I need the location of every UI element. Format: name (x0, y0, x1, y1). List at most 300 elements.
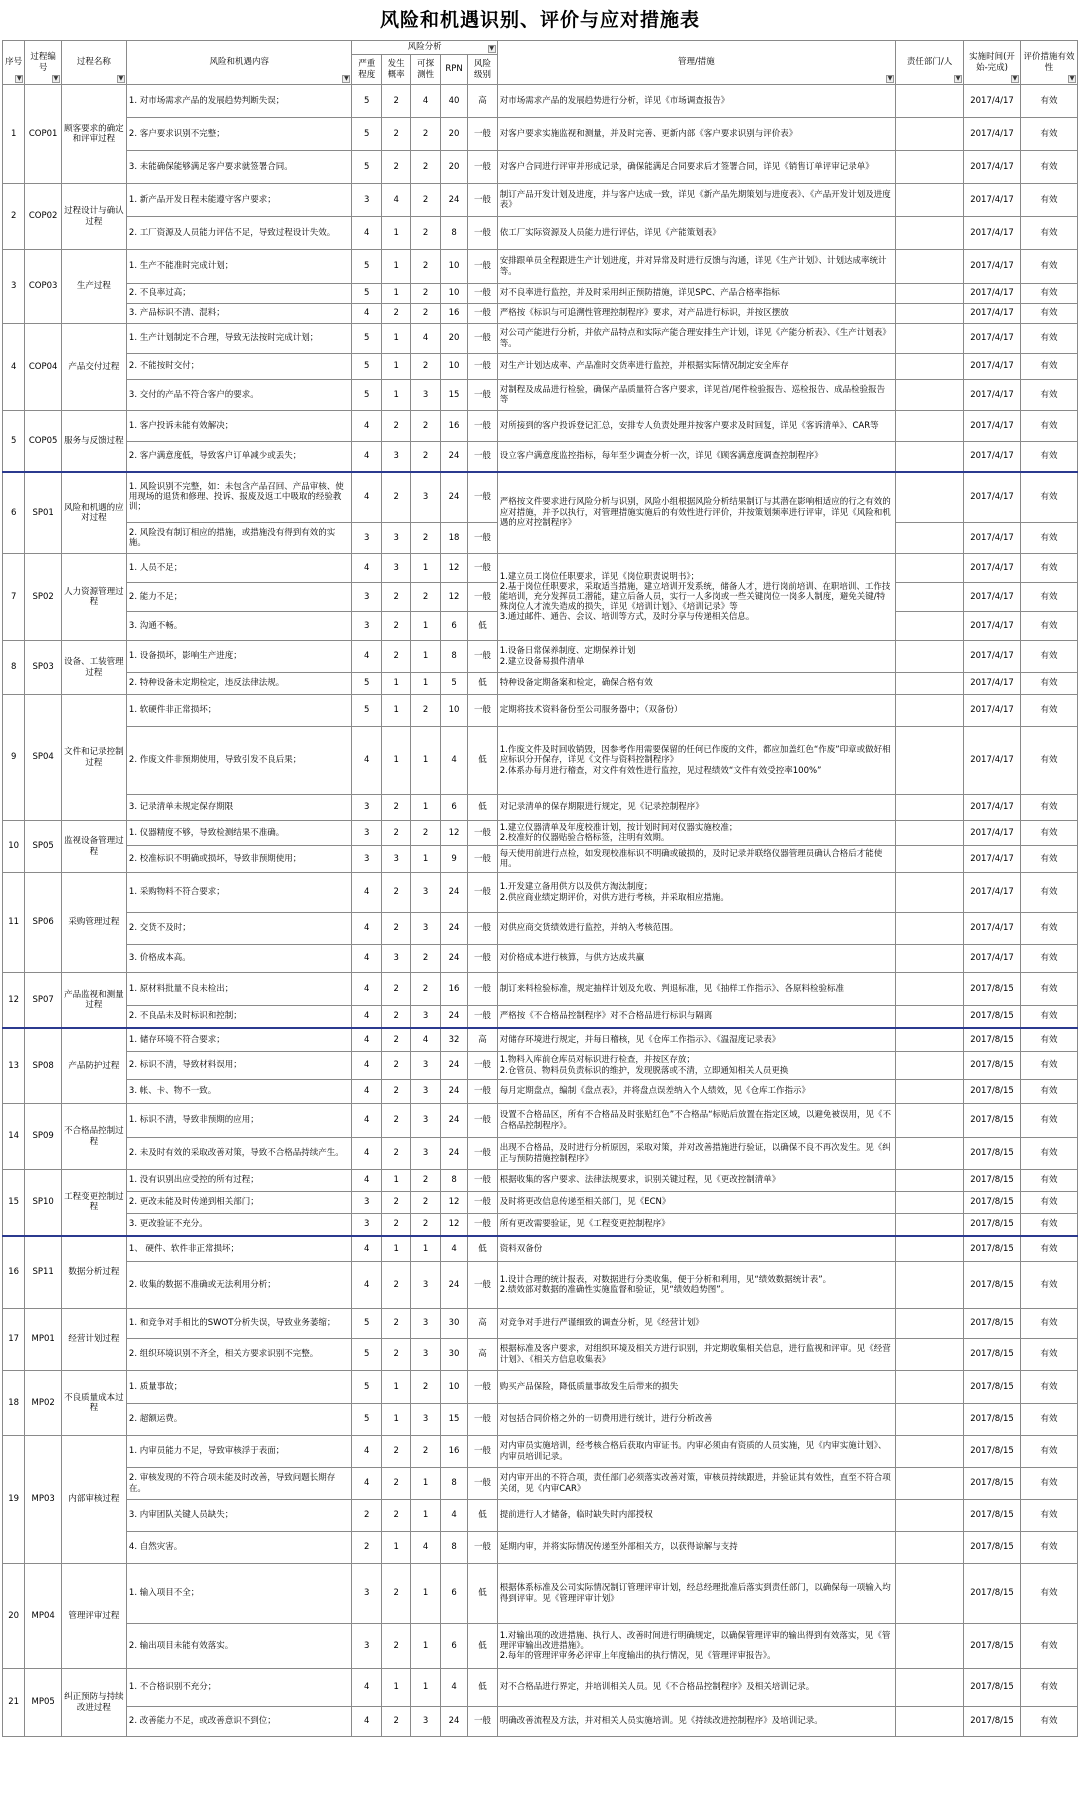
date-cell[interactable]: 2017/8/15 (964, 1052, 1021, 1080)
measure-cell[interactable]: 设立客户满意度监控指标，每年至少调查分析一次，详见《顾客满意度调查控制程序》 (497, 442, 895, 472)
measure-cell[interactable]: 对记录清单的保存期限进行规定，见《记录控制程序》 (497, 795, 895, 821)
effectiveness-cell[interactable]: 有效 (1020, 1080, 1077, 1104)
process-name-cell[interactable]: 设备、工装管理过程 (61, 641, 126, 695)
detection-cell[interactable]: 2 (411, 151, 440, 184)
level-cell[interactable]: 一般 (468, 641, 497, 673)
risk-cell[interactable]: 1. 原材料批量不良未检出； (126, 973, 352, 1006)
occurrence-cell[interactable]: 2 (381, 795, 410, 821)
occurrence-cell[interactable]: 1 (381, 380, 410, 411)
level-cell[interactable]: 一般 (468, 442, 497, 472)
measure-cell[interactable]: 对制程及成品进行检验，确保产品质量符合客户要求，详见首/尾件检验报告、巡检报告、成品检验报告等 (497, 380, 895, 411)
detection-cell[interactable]: 1 (411, 1468, 440, 1500)
level-cell[interactable]: 一般 (468, 118, 497, 151)
measure-cell[interactable]: 严格按文件要求进行风险分析与识别，风险小组根据风险分析结果制订与其潜在影响相适应的行之有效的应对措施，并予以执行，对管理措施实施后的有效性进行评价，并按策划频率进行评审，详见《风险和机遇的应对控制程序》 (497, 472, 895, 554)
occurrence-cell[interactable]: 3 (381, 442, 410, 472)
severity-cell[interactable]: 3 (352, 523, 381, 554)
rpn-cell[interactable]: 6 (440, 795, 467, 821)
measure-cell[interactable]: 安排跟单员全程跟进生产计划进度，并对异常及时进行反馈与沟通，详见《生产计划》、计划达成率统计等。 (497, 250, 895, 284)
risk-cell[interactable]: 3. 产品标识不清、混料； (126, 304, 352, 324)
date-cell[interactable]: 2017/4/17 (964, 641, 1021, 673)
occurrence-cell[interactable]: 1 (381, 695, 410, 727)
detection-cell[interactable]: 3 (411, 1006, 440, 1028)
date-cell[interactable]: 2017/4/17 (964, 354, 1021, 380)
header-seq[interactable]: 序号 ▼ (3, 41, 25, 85)
detection-cell[interactable]: 2 (411, 1214, 440, 1236)
measure-cell[interactable]: 1.物料入库前仓库员对标识进行检查，并按区存放； 2.仓管员、物料员负责标识的维护，发现脱落或不清，立即通知相关人员更换 (497, 1052, 895, 1080)
occurrence-cell[interactable]: 3 (381, 846, 410, 873)
level-cell[interactable]: 高 (468, 85, 497, 118)
dept-cell[interactable] (896, 695, 964, 727)
detection-cell[interactable]: 3 (411, 380, 440, 411)
occurrence-cell[interactable]: 2 (381, 1028, 410, 1052)
effectiveness-cell[interactable]: 有效 (1020, 1339, 1077, 1371)
detection-cell[interactable]: 3 (411, 873, 440, 913)
risk-cell[interactable]: 2. 工厂资源及人员能力评估不足，导致过程设计失效。 (126, 217, 352, 250)
process-name-cell[interactable]: 经营计划过程 (61, 1309, 126, 1371)
date-cell[interactable]: 2017/4/17 (964, 250, 1021, 284)
seq-cell[interactable]: 18 (3, 1371, 25, 1436)
dept-cell[interactable] (896, 945, 964, 973)
occurrence-cell[interactable]: 1 (381, 1170, 410, 1192)
occurrence-cell[interactable]: 2 (381, 1500, 410, 1532)
measure-cell[interactable]: 对储存环境进行规定，并每日稽核，见《仓库工作指示》、《温湿度记录表》 (497, 1028, 895, 1052)
header-code[interactable]: 过程编号 ▼ (25, 41, 62, 85)
level-cell[interactable]: 一般 (468, 1532, 497, 1564)
risk-cell[interactable]: 2. 特种设备未定期检定，违反法律法规。 (126, 673, 352, 695)
effectiveness-cell[interactable]: 有效 (1020, 284, 1077, 304)
effectiveness-cell[interactable]: 有效 (1020, 118, 1077, 151)
rpn-cell[interactable]: 10 (440, 354, 467, 380)
seq-cell[interactable]: 12 (3, 973, 25, 1028)
level-cell[interactable]: 低 (468, 612, 497, 641)
severity-cell[interactable]: 4 (352, 1262, 381, 1309)
seq-cell[interactable]: 15 (3, 1170, 25, 1236)
severity-cell[interactable]: 2 (352, 1532, 381, 1564)
measure-cell[interactable]: 制订产品开发计划及进度，并与客户达成一致，详见《新产品先期策划与进度表》、《产品开发计划及进度表》 (497, 184, 895, 217)
measure-cell[interactable]: 根据体系标准及公司实际情况制订管理评审计划，经总经理批准后落实到责任部门，以确保每一项输入均得到评审。见《管理评审计划》 (497, 1564, 895, 1624)
risk-cell[interactable]: 3. 更改验证不充分。 (126, 1214, 352, 1236)
rpn-cell[interactable]: 24 (440, 873, 467, 913)
process-code-cell[interactable]: COP04 (25, 324, 62, 411)
rpn-cell[interactable]: 8 (440, 641, 467, 673)
measure-cell[interactable]: 对生产计划达成率、产品准时交货率进行监控，并根据实际情况制定安全库存 (497, 354, 895, 380)
date-cell[interactable]: 2017/8/15 (964, 1371, 1021, 1404)
dept-cell[interactable] (896, 1624, 964, 1669)
level-cell[interactable]: 一般 (468, 583, 497, 612)
date-cell[interactable]: 2017/8/15 (964, 973, 1021, 1006)
occurrence-cell[interactable]: 1 (381, 1404, 410, 1436)
level-cell[interactable]: 一般 (468, 411, 497, 442)
level-cell[interactable]: 一般 (468, 1052, 497, 1080)
level-cell[interactable]: 高 (468, 1028, 497, 1052)
dept-cell[interactable] (896, 354, 964, 380)
date-cell[interactable]: 2017/8/15 (964, 1707, 1021, 1737)
level-cell[interactable]: 低 (468, 1236, 497, 1262)
level-cell[interactable]: 低 (468, 1564, 497, 1624)
level-cell[interactable]: 低 (468, 1669, 497, 1707)
severity-cell[interactable]: 4 (352, 1707, 381, 1737)
dept-cell[interactable] (896, 250, 964, 284)
detection-cell[interactable]: 4 (411, 324, 440, 354)
severity-cell[interactable]: 4 (352, 217, 381, 250)
measure-cell[interactable]: 严格按《不合格品控制程序》对不合格品进行标识与隔离 (497, 1006, 895, 1028)
seq-cell[interactable]: 1 (3, 85, 25, 184)
date-cell[interactable]: 2017/8/15 (964, 1104, 1021, 1138)
filter-dropdown-icon[interactable] (117, 75, 125, 83)
severity-cell[interactable]: 5 (352, 380, 381, 411)
risk-cell[interactable]: 1. 客户投诉未能有效解决； (126, 411, 352, 442)
detection-cell[interactable]: 1 (411, 1500, 440, 1532)
rpn-cell[interactable]: 10 (440, 695, 467, 727)
dept-cell[interactable] (896, 1669, 964, 1707)
dept-cell[interactable] (896, 1236, 964, 1262)
seq-cell[interactable]: 13 (3, 1028, 25, 1104)
level-cell[interactable]: 一般 (468, 1080, 497, 1104)
rpn-cell[interactable]: 4 (440, 1669, 467, 1707)
dept-cell[interactable] (896, 184, 964, 217)
severity-cell[interactable]: 4 (352, 1138, 381, 1170)
severity-cell[interactable]: 4 (352, 1468, 381, 1500)
effectiveness-cell[interactable]: 有效 (1020, 973, 1077, 1006)
date-cell[interactable]: 2017/8/15 (964, 1192, 1021, 1214)
dept-cell[interactable] (896, 442, 964, 472)
measure-cell[interactable]: 对内审开出的不符合项，责任部门必须落实改善对策，审核员持续跟进，并验证其有效性，直至不符合项关闭，见《内审CAR》 (497, 1468, 895, 1500)
severity-cell[interactable]: 5 (352, 151, 381, 184)
dept-cell[interactable] (896, 411, 964, 442)
dept-cell[interactable] (896, 85, 964, 118)
occurrence-cell[interactable]: 1 (381, 1669, 410, 1707)
date-cell[interactable]: 2017/4/17 (964, 554, 1021, 583)
risk-cell[interactable]: 1. 内审员能力不足，导致审核浮于表面； (126, 1436, 352, 1468)
level-cell[interactable]: 一般 (468, 1404, 497, 1436)
risk-cell[interactable]: 2. 客户满意度低，导致客户订单减少或丢失； (126, 442, 352, 472)
risk-cell[interactable]: 3. 未能确保能够满足客户要求就签署合同。 (126, 151, 352, 184)
risk-cell[interactable]: 1. 新产品开发日程未能遵守客户要求； (126, 184, 352, 217)
date-cell[interactable]: 2017/4/17 (964, 85, 1021, 118)
seq-cell[interactable]: 3 (3, 250, 25, 324)
occurrence-cell[interactable]: 2 (381, 304, 410, 324)
date-cell[interactable]: 2017/4/17 (964, 795, 1021, 821)
occurrence-cell[interactable]: 1 (381, 250, 410, 284)
severity-cell[interactable]: 4 (352, 1104, 381, 1138)
risk-cell[interactable]: 2. 能力不足； (126, 583, 352, 612)
severity-cell[interactable]: 4 (352, 411, 381, 442)
seq-cell[interactable]: 19 (3, 1436, 25, 1564)
effectiveness-cell[interactable]: 有效 (1020, 1436, 1077, 1468)
header-eval[interactable]: 评价措施有效性 ▼ (1020, 41, 1077, 85)
rpn-cell[interactable]: 16 (440, 1436, 467, 1468)
detection-cell[interactable]: 1 (411, 1236, 440, 1262)
risk-cell[interactable]: 2. 不能按时交付； (126, 354, 352, 380)
date-cell[interactable]: 2017/8/15 (964, 1500, 1021, 1532)
level-cell[interactable]: 一般 (468, 973, 497, 1006)
detection-cell[interactable]: 1 (411, 1564, 440, 1624)
occurrence-cell[interactable]: 2 (381, 1309, 410, 1339)
date-cell[interactable]: 2017/8/15 (964, 1262, 1021, 1309)
filter-dropdown-icon[interactable] (488, 45, 496, 53)
dept-cell[interactable] (896, 1104, 964, 1138)
process-code-cell[interactable]: MP02 (25, 1371, 62, 1436)
occurrence-cell[interactable]: 2 (381, 583, 410, 612)
risk-cell[interactable]: 1. 不合格识别不充分； (126, 1669, 352, 1707)
seq-cell[interactable]: 8 (3, 641, 25, 695)
rpn-cell[interactable]: 40 (440, 85, 467, 118)
level-cell[interactable]: 一般 (468, 873, 497, 913)
date-cell[interactable]: 2017/4/17 (964, 118, 1021, 151)
severity-cell[interactable]: 4 (352, 1170, 381, 1192)
detection-cell[interactable]: 4 (411, 1532, 440, 1564)
process-code-cell[interactable]: MP03 (25, 1436, 62, 1564)
severity-cell[interactable]: 5 (352, 354, 381, 380)
risk-cell[interactable]: 3. 交付的产品不符合客户的要求。 (126, 380, 352, 411)
date-cell[interactable]: 2017/4/17 (964, 472, 1021, 523)
risk-cell[interactable]: 1. 设备损坏，影响生产进度； (126, 641, 352, 673)
measure-cell[interactable]: 及时将更改信息传递至相关部门，见《ECN》 (497, 1192, 895, 1214)
rpn-cell[interactable]: 4 (440, 727, 467, 795)
dept-cell[interactable] (896, 1028, 964, 1052)
rpn-cell[interactable]: 20 (440, 151, 467, 184)
seq-cell[interactable]: 5 (3, 411, 25, 472)
detection-cell[interactable]: 3 (411, 1404, 440, 1436)
date-cell[interactable]: 2017/4/17 (964, 821, 1021, 846)
process-name-cell[interactable]: 生产过程 (61, 250, 126, 324)
detection-cell[interactable]: 2 (411, 304, 440, 324)
measure-cell[interactable]: 1.设计合理的统计报表，对数据进行分类收集，便于分析和利用，见“绩效数据统计表”。 2.绩效部对数据的准确性实施监督和验证，见“绩效趋势图”。 (497, 1262, 895, 1309)
process-name-cell[interactable]: 产品交付过程 (61, 324, 126, 411)
dept-cell[interactable] (896, 523, 964, 554)
measure-cell[interactable]: 购买产品保险，降低质量事故发生后带来的损失 (497, 1371, 895, 1404)
severity-cell[interactable]: 5 (352, 1371, 381, 1404)
process-code-cell[interactable]: COP05 (25, 411, 62, 472)
effectiveness-cell[interactable]: 有效 (1020, 1532, 1077, 1564)
date-cell[interactable]: 2017/4/17 (964, 184, 1021, 217)
effectiveness-cell[interactable]: 有效 (1020, 945, 1077, 973)
date-cell[interactable]: 2017/4/17 (964, 612, 1021, 641)
dept-cell[interactable] (896, 1309, 964, 1339)
rpn-cell[interactable]: 24 (440, 184, 467, 217)
risk-cell[interactable]: 2. 更改未能及时传递到相关部门； (126, 1192, 352, 1214)
detection-cell[interactable]: 2 (411, 695, 440, 727)
detection-cell[interactable]: 3 (411, 1080, 440, 1104)
process-code-cell[interactable]: SP02 (25, 554, 62, 641)
detection-cell[interactable]: 3 (411, 1138, 440, 1170)
occurrence-cell[interactable]: 2 (381, 1468, 410, 1500)
effectiveness-cell[interactable]: 有效 (1020, 1192, 1077, 1214)
filter-dropdown-icon[interactable] (1068, 75, 1076, 83)
rpn-cell[interactable]: 15 (440, 1404, 467, 1436)
severity-cell[interactable]: 5 (352, 1339, 381, 1371)
process-name-cell[interactable]: 工程变更控制过程 (61, 1170, 126, 1236)
seq-cell[interactable]: 10 (3, 821, 25, 873)
severity-cell[interactable]: 3 (352, 1214, 381, 1236)
level-cell[interactable]: 一般 (468, 1371, 497, 1404)
process-code-cell[interactable]: COP02 (25, 184, 62, 250)
occurrence-cell[interactable]: 2 (381, 1339, 410, 1371)
date-cell[interactable]: 2017/8/15 (964, 1532, 1021, 1564)
risk-cell[interactable]: 1. 软硬件非正常损坏； (126, 695, 352, 727)
rpn-cell[interactable]: 10 (440, 1371, 467, 1404)
risk-cell[interactable]: 3. 内审团队关键人员缺失； (126, 1500, 352, 1532)
date-cell[interactable]: 2017/8/15 (964, 1669, 1021, 1707)
severity-cell[interactable]: 4 (352, 1028, 381, 1052)
rpn-cell[interactable]: 24 (440, 1006, 467, 1028)
effectiveness-cell[interactable]: 有效 (1020, 673, 1077, 695)
date-cell[interactable]: 2017/4/17 (964, 695, 1021, 727)
rpn-cell[interactable]: 16 (440, 973, 467, 1006)
date-cell[interactable]: 2017/4/17 (964, 673, 1021, 695)
level-cell[interactable]: 一般 (468, 1170, 497, 1192)
severity-cell[interactable]: 4 (352, 1436, 381, 1468)
risk-cell[interactable]: 1. 对市场需求产品的发展趋势判断失误； (126, 85, 352, 118)
level-cell[interactable]: 高 (468, 1309, 497, 1339)
measure-cell[interactable]: 对不良率进行监控，并及时采用纠正预防措施，详见SPC、产品合格率指标 (497, 284, 895, 304)
effectiveness-cell[interactable]: 有效 (1020, 821, 1077, 846)
rpn-cell[interactable]: 4 (440, 1236, 467, 1262)
risk-cell[interactable]: 1. 风险识别不完整，如：未包含产品召回、产品审核、使用现场的退货和修理、投诉、报废及返工中吸取的经验教训； (126, 472, 352, 523)
measure-cell[interactable]: 对供应商交货绩效进行监控，并纳入考核范围。 (497, 913, 895, 945)
rpn-cell[interactable]: 30 (440, 1309, 467, 1339)
measure-cell[interactable]: 定期将技术资料备份至公司服务器中；（双备份） (497, 695, 895, 727)
risk-cell[interactable]: 2. 不良率过高； (126, 284, 352, 304)
rpn-cell[interactable]: 24 (440, 913, 467, 945)
date-cell[interactable]: 2017/8/15 (964, 1080, 1021, 1104)
occurrence-cell[interactable]: 2 (381, 1052, 410, 1080)
rpn-cell[interactable]: 24 (440, 1262, 467, 1309)
filter-dropdown-icon[interactable] (1011, 75, 1019, 83)
rpn-cell[interactable]: 8 (440, 217, 467, 250)
date-cell[interactable]: 2017/8/15 (964, 1404, 1021, 1436)
occurrence-cell[interactable]: 3 (381, 523, 410, 554)
occurrence-cell[interactable]: 1 (381, 354, 410, 380)
rpn-cell[interactable]: 12 (440, 1214, 467, 1236)
occurrence-cell[interactable]: 2 (381, 1104, 410, 1138)
level-cell[interactable]: 一般 (468, 821, 497, 846)
effectiveness-cell[interactable]: 有效 (1020, 583, 1077, 612)
date-cell[interactable]: 2017/8/15 (964, 1028, 1021, 1052)
occurrence-cell[interactable]: 2 (381, 1262, 410, 1309)
level-cell[interactable]: 一般 (468, 284, 497, 304)
level-cell[interactable]: 一般 (468, 184, 497, 217)
effectiveness-cell[interactable]: 有效 (1020, 304, 1077, 324)
level-cell[interactable]: 一般 (468, 304, 497, 324)
effectiveness-cell[interactable]: 有效 (1020, 1214, 1077, 1236)
occurrence-cell[interactable]: 2 (381, 1564, 410, 1624)
occurrence-cell[interactable]: 1 (381, 1371, 410, 1404)
detection-cell[interactable]: 2 (411, 1436, 440, 1468)
date-cell[interactable]: 2017/4/17 (964, 380, 1021, 411)
process-code-cell[interactable]: SP07 (25, 973, 62, 1028)
measure-cell[interactable]: 1.作废文件及时回收销毁，因参考作用需要保留的任何已作废的文件，都应加盖红色“作废”印章或做好相应标识分开保存，详见《文件与资料控制程序》 2.体系办每月进行稽查，对文件有效性进行监控，见过程绩效“文件有效受控率100%” (497, 727, 895, 795)
risk-cell[interactable]: 2. 未及时有效的采取改善对策，导致不合格品持续产生。 (126, 1138, 352, 1170)
process-code-cell[interactable]: SP01 (25, 472, 62, 554)
effectiveness-cell[interactable]: 有效 (1020, 151, 1077, 184)
process-name-cell[interactable]: 产品防护过程 (61, 1028, 126, 1104)
risk-cell[interactable]: 2. 标识不清，导致材料误用； (126, 1052, 352, 1080)
date-cell[interactable]: 2017/8/15 (964, 1564, 1021, 1624)
date-cell[interactable]: 2017/8/15 (964, 1624, 1021, 1669)
risk-cell[interactable]: 2. 交货不及时； (126, 913, 352, 945)
measure-cell[interactable]: 延期内审，并将实际情况传递至外部相关方，以获得谅解与支持 (497, 1532, 895, 1564)
detection-cell[interactable]: 3 (411, 1262, 440, 1309)
effectiveness-cell[interactable]: 有效 (1020, 1104, 1077, 1138)
risk-cell[interactable]: 2. 客户要求识别不完整； (126, 118, 352, 151)
dept-cell[interactable] (896, 1404, 964, 1436)
seq-cell[interactable]: 14 (3, 1104, 25, 1170)
level-cell[interactable]: 低 (468, 673, 497, 695)
severity-cell[interactable]: 4 (352, 973, 381, 1006)
risk-cell[interactable]: 2. 审核发现的不符合项未能及时改善，导致问题长期存在。 (126, 1468, 352, 1500)
process-code-cell[interactable]: MP01 (25, 1309, 62, 1371)
process-name-cell[interactable]: 管理评审过程 (61, 1564, 126, 1669)
measure-cell[interactable]: 对客户合同进行评审并形成记录，确保能满足合同要求后才签署合同，详见《销售订单评审记录单》 (497, 151, 895, 184)
detection-cell[interactable]: 1 (411, 727, 440, 795)
header-measure[interactable]: 管理/措施 ▼ (497, 41, 895, 85)
date-cell[interactable]: 2017/4/17 (964, 727, 1021, 795)
measure-cell[interactable]: 1.建立员工岗位任职要求，详见《岗位职责说明书》； 2.基于岗位任职要求，采取适当措施，建立培训开发系统，储备人才，进行岗前培训、在职培训、工作技能培训，充分发挥员工潜能，建立后备人员，实行一人多岗或一些关键岗位一岗多人制度，避免关键/特殊岗位人才流失造成的损失，详见《培训计划》、《培训记录》等 3.通过邮件、通告、会议、培训等方式，及时分享与传递相关信息。 (497, 554, 895, 641)
risk-cell[interactable]: 1. 输入项目不全； (126, 1564, 352, 1624)
date-cell[interactable]: 2017/4/17 (964, 324, 1021, 354)
dept-cell[interactable] (896, 913, 964, 945)
process-code-cell[interactable]: MP04 (25, 1564, 62, 1669)
occurrence-cell[interactable]: 2 (381, 1707, 410, 1737)
detection-cell[interactable]: 1 (411, 846, 440, 873)
process-name-cell[interactable]: 产品监视和测量过程 (61, 973, 126, 1028)
process-name-cell[interactable]: 数据分析过程 (61, 1236, 126, 1309)
measure-cell[interactable]: 明确改善流程及方法，并对相关人员实施培训。见《持续改进控制程序》及培训记录。 (497, 1707, 895, 1737)
detection-cell[interactable]: 2 (411, 354, 440, 380)
level-cell[interactable]: 一般 (468, 380, 497, 411)
date-cell[interactable]: 2017/4/17 (964, 583, 1021, 612)
occurrence-cell[interactable]: 2 (381, 1624, 410, 1669)
severity-cell[interactable]: 3 (352, 795, 381, 821)
risk-cell[interactable]: 2. 超额运费。 (126, 1404, 352, 1436)
detection-cell[interactable]: 2 (411, 118, 440, 151)
date-cell[interactable]: 2017/8/15 (964, 1309, 1021, 1339)
dept-cell[interactable] (896, 873, 964, 913)
level-cell[interactable]: 一般 (468, 846, 497, 873)
measure-cell[interactable]: 1.对输出项的改进措施、执行人、改善时间进行明确规定，以确保管理评审的输出得到有效落实，见《管理评审输出改进措施》。 2.每年的管理评审务必评审上年度输出的执行情况，见《管理评审报告》。 (497, 1624, 895, 1669)
detection-cell[interactable]: 2 (411, 945, 440, 973)
risk-cell[interactable]: 3. 价格成本高。 (126, 945, 352, 973)
process-name-cell[interactable]: 顾客要求的确定和评审过程 (61, 85, 126, 184)
dept-cell[interactable] (896, 1138, 964, 1170)
dept-cell[interactable] (896, 1192, 964, 1214)
dept-cell[interactable] (896, 612, 964, 641)
risk-cell[interactable]: 1、 硬件、软件非正常损坏； (126, 1236, 352, 1262)
level-cell[interactable]: 一般 (468, 1006, 497, 1028)
date-cell[interactable]: 2017/4/17 (964, 913, 1021, 945)
risk-cell[interactable]: 3. 记录清单未规定保存期限 (126, 795, 352, 821)
severity-cell[interactable]: 4 (352, 641, 381, 673)
risk-cell[interactable]: 4. 自然灾害。 (126, 1532, 352, 1564)
dept-cell[interactable] (896, 1500, 964, 1532)
measure-cell[interactable]: 根据收集的客户要求、法律法规要求，识别关键过程，见《更改控制清单》 (497, 1170, 895, 1192)
severity-cell[interactable]: 3 (352, 821, 381, 846)
risk-cell[interactable]: 2. 组织环境识别不齐全，相关方要求识别不完整。 (126, 1339, 352, 1371)
detection-cell[interactable]: 4 (411, 85, 440, 118)
effectiveness-cell[interactable]: 有效 (1020, 554, 1077, 583)
date-cell[interactable]: 2017/4/17 (964, 151, 1021, 184)
risk-cell[interactable]: 3. 沟通不畅。 (126, 612, 352, 641)
occurrence-cell[interactable]: 3 (381, 945, 410, 973)
process-code-cell[interactable]: SP04 (25, 695, 62, 821)
severity-cell[interactable]: 4 (352, 945, 381, 973)
seq-cell[interactable]: 6 (3, 472, 25, 554)
rpn-cell[interactable]: 9 (440, 846, 467, 873)
detection-cell[interactable]: 2 (411, 973, 440, 1006)
measure-cell[interactable]: 根据标准及客户要求，对组织环境及相关方进行识别，并定期收集相关信息，进行监视和评审。见《经营计划》、《相关方信息收集表》 (497, 1339, 895, 1371)
dept-cell[interactable] (896, 821, 964, 846)
